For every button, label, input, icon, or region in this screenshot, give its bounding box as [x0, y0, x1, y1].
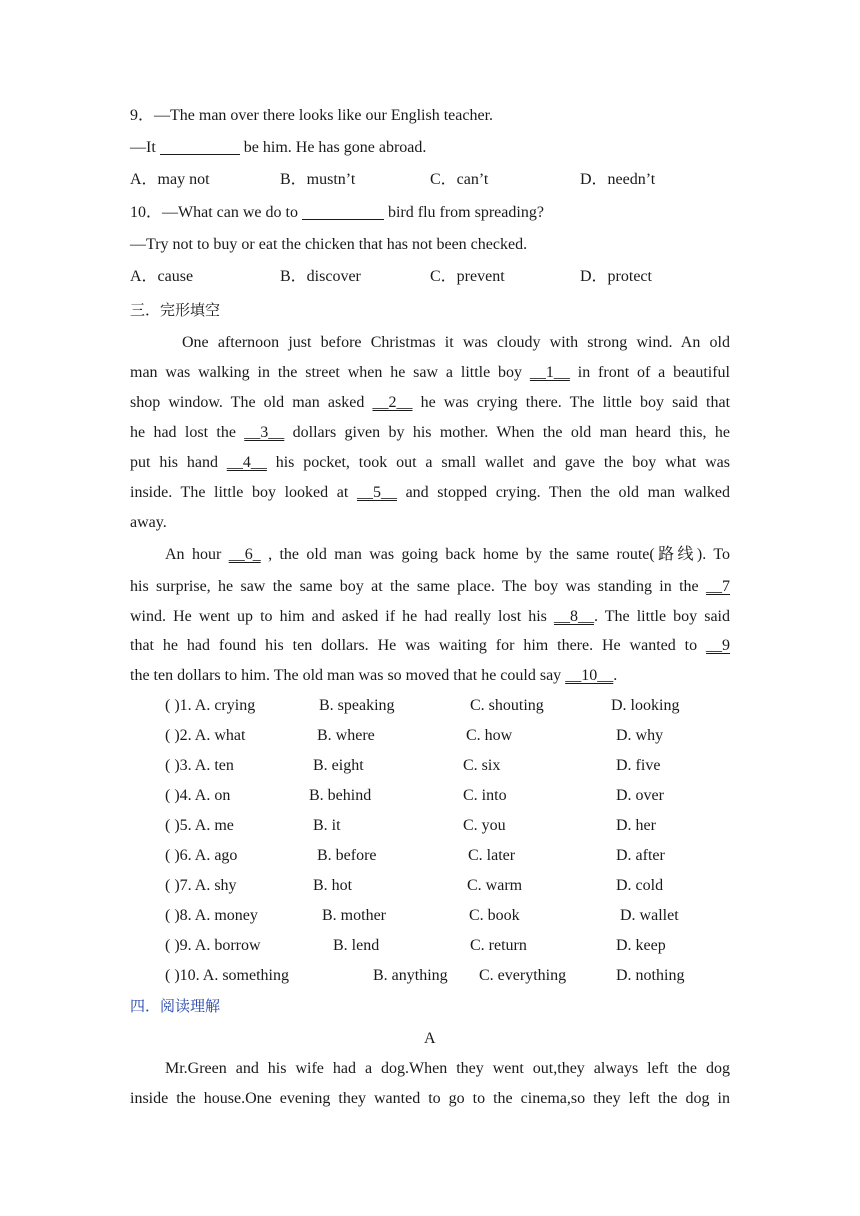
- q10-option-c: C．prevent: [430, 268, 505, 285]
- q10-blank: [302, 203, 384, 220]
- q10-stem-pre: 10．—What can we do to: [130, 204, 302, 221]
- cloze-option-2-c: C. how: [466, 727, 513, 744]
- cloze-option-4-c: C. into: [463, 787, 507, 804]
- q9-option-d: D．needn’t: [580, 171, 656, 188]
- q9-stem: 9．—The man over there looks like our English teacher.: [130, 107, 494, 124]
- cloze-text: shop window. The old man asked: [130, 394, 373, 411]
- cloze-text: in front of a beautiful: [569, 364, 731, 381]
- cloze-option-9-c: C. return: [470, 937, 527, 954]
- cloze-blank-5: __5__: [356, 484, 397, 501]
- q10-reply: —Try not to buy or eat the chicken that has not been checked.: [130, 236, 528, 253]
- cloze-option-5-b: B. it: [313, 817, 341, 834]
- cloze-option-7-b: B. hot: [313, 877, 353, 894]
- cloze-option-2-d: D. why: [616, 727, 664, 744]
- cloze-text: . The little boy said: [593, 608, 731, 625]
- passage-a-label: A: [424, 1030, 436, 1047]
- cloze-text: he had lost the: [130, 424, 245, 441]
- cloze-text: , the old man was going back home by the same route(路线). To: [260, 546, 730, 563]
- cloze-line-7: away.: [130, 514, 167, 531]
- cloze-option-7-c: C. warm: [467, 877, 523, 894]
- cloze-text: dollars given by his mother. When the old man heard this, he: [284, 424, 730, 441]
- cloze-blank-6: __6_: [228, 546, 261, 563]
- q10-option-d: D．protect: [580, 268, 652, 285]
- cloze-option-9-a: ( )9. A. borrow: [165, 937, 261, 954]
- cloze-option-7-a: ( )7. A. shy: [165, 877, 237, 894]
- cloze-option-5-c: C. you: [463, 817, 506, 834]
- q10-option-b: B．discover: [280, 268, 361, 285]
- cloze-option-5-a: ( )5. A. me: [165, 817, 234, 834]
- cloze-option-8-a: ( )8. A. money: [165, 907, 258, 924]
- cloze-option-8-c: C. book: [469, 907, 520, 924]
- cloze-line-4: [130, 423, 730, 443]
- q10-stem-post: bird flu from spreading?: [383, 204, 544, 221]
- cloze-option-4-b: B. behind: [309, 787, 372, 804]
- cloze-line-10: [130, 607, 730, 627]
- cloze-text: his pocket, took out a small wallet and gave the boy what was: [266, 454, 731, 471]
- passage-a-line-2: inside the house.One evening they wanted to go to the cinema,so they left the dog in: [130, 1090, 730, 1107]
- cloze-text: man was walking in the street when he saw a little boy: [130, 364, 530, 381]
- cloze-blank-2: __2__: [372, 394, 413, 411]
- cloze-text: the ten dollars to him. The old man was so moved that he could say: [130, 667, 566, 684]
- cloze-text: put his hand: [130, 454, 227, 471]
- q9-option-a: A．may not: [130, 171, 210, 188]
- cloze-text: that he had found his ten dollars. He was waiting for him there. He wanted to: [130, 637, 706, 654]
- cloze-option-6-c: C. later: [468, 847, 516, 864]
- cloze-option-10-c: C. everything: [479, 967, 567, 984]
- cloze-text: inside. The little boy looked at: [130, 484, 357, 501]
- cloze-option-2-b: B. where: [317, 727, 375, 744]
- cloze-option-9-b: B. lend: [333, 937, 380, 954]
- cloze-line-2: [130, 363, 730, 383]
- cloze-option-6-d: D. after: [616, 847, 665, 864]
- cloze-option-5-d: D. her: [616, 817, 656, 834]
- q9-reply: [130, 138, 426, 158]
- cloze-text: An hour: [165, 546, 229, 563]
- cloze-blank-9: __9: [706, 637, 730, 654]
- cloze-text: and stopped crying. Then the old man walked: [396, 484, 730, 501]
- cloze-line-3: [130, 393, 730, 413]
- q9-reply-post: be him. He has gone abroad.: [239, 139, 427, 156]
- cloze-option-2-a: ( )2. A. what: [165, 727, 246, 744]
- q9-option-b: B．mustn’t: [280, 171, 356, 188]
- cloze-blank-7: __7: [706, 578, 730, 595]
- q9-reply-pre: —It: [130, 139, 160, 156]
- cloze-option-4-d: D. over: [616, 787, 664, 804]
- cloze-option-4-a: ( )4. A. on: [165, 787, 231, 804]
- cloze-option-10-d: D. nothing: [616, 967, 685, 984]
- cloze-option-7-d: D. cold: [616, 877, 664, 894]
- cloze-text: .: [613, 667, 618, 684]
- cloze-option-3-b: B. eight: [313, 757, 364, 774]
- cloze-line-6: [130, 483, 730, 503]
- section4-title: 四．阅读理解: [130, 997, 221, 1015]
- cloze-option-6-b: B. before: [317, 847, 377, 864]
- cloze-option-3-c: C. six: [463, 757, 501, 774]
- cloze-text: his surprise, he saw the same boy at the same place. The boy was standing in the: [130, 578, 706, 595]
- q10-option-a: A．cause: [130, 268, 194, 285]
- q9-blank: [160, 138, 240, 155]
- cloze-option-10-a: ( )10. A. something: [165, 967, 289, 984]
- cloze-option-10-b: B. anything: [373, 967, 448, 984]
- cloze-option-1-a: ( )1. A. crying: [165, 697, 256, 714]
- cloze-option-3-d: D. five: [616, 757, 661, 774]
- cloze-option-8-d: D. wallet: [620, 907, 679, 924]
- cloze-blank-3: __3__: [244, 424, 285, 441]
- cloze-option-3-a: ( )3. A. ten: [165, 757, 234, 774]
- cloze-blank-10: __10__: [565, 667, 614, 684]
- cloze-text: wind. He went up to him and asked if he had really lost his: [130, 608, 554, 625]
- cloze-line-11: [130, 636, 730, 656]
- cloze-text: he was crying there. The little boy said that: [412, 394, 731, 411]
- section3-title: 三．完形填空: [130, 301, 221, 319]
- cloze-blank-4: __4__: [226, 454, 267, 471]
- cloze-line-9: [130, 577, 730, 597]
- cloze-blank-1: __1__: [529, 364, 570, 381]
- cloze-option-9-d: D. keep: [616, 937, 666, 954]
- cloze-option-8-b: B. mother: [322, 907, 386, 924]
- cloze-option-1-c: C. shouting: [470, 697, 544, 714]
- cloze-blank-8: __8__: [553, 608, 594, 625]
- cloze-line-12: [130, 666, 617, 686]
- cloze-option-1-b: B. speaking: [319, 697, 395, 714]
- passage-a-line-1: Mr.Green and his wife had a dog.When they went out,they always left the dog: [165, 1060, 730, 1077]
- cloze-line-8: [165, 545, 730, 565]
- q10-stem: [130, 203, 544, 223]
- cloze-option-1-d: D. looking: [611, 697, 680, 714]
- cloze-line-1: One afternoon just before Christmas it was cloudy with strong wind. An old: [182, 334, 730, 351]
- cloze-line-5: [130, 453, 730, 473]
- cloze-option-6-a: ( )6. A. ago: [165, 847, 238, 864]
- q9-option-c: C．can’t: [430, 171, 489, 188]
